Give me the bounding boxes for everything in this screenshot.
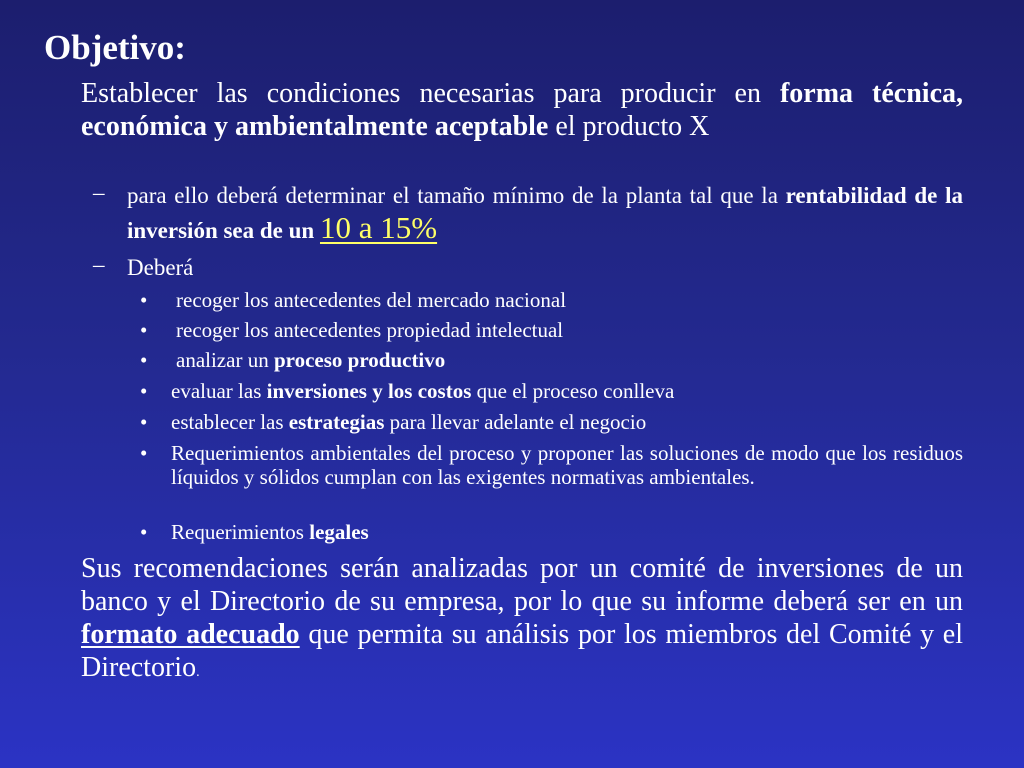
debera-text: Deberá xyxy=(127,255,194,280)
bullet-text-bold: estrategias xyxy=(288,410,385,434)
slide-title: Objetivo: xyxy=(44,28,186,67)
closing-period: . xyxy=(196,665,200,680)
bullet-text-part: Requerimientos ambientales del proceso y proponer las soluciones de modo que los residuos líquidos y sólidos cumplan con las exigentes normativas ambientales. xyxy=(171,441,963,489)
bullet-text xyxy=(171,379,963,403)
bullet-marker: • xyxy=(140,348,148,372)
bullet-text-bold: inversiones y los costos xyxy=(266,379,472,403)
bullet-text-bold: proceso productivo xyxy=(273,348,446,372)
bullet-text-part: establecer las xyxy=(171,410,289,434)
bullet-text-part: evaluar las xyxy=(171,379,267,403)
objective-text-1: Establecer las condiciones necesarias para producir en xyxy=(81,78,780,109)
bullet-marker: • xyxy=(140,288,148,312)
format-emphasis: formato adecuado xyxy=(81,619,300,650)
profitability-text: rentabilidad de la inversión sea de un xyxy=(127,183,963,243)
bullet-marker: • xyxy=(140,441,148,465)
bullet-text xyxy=(171,410,963,434)
objective-emphasis: forma técnica, económica y ambientalmente aceptable xyxy=(81,78,963,142)
bullet-marker: • xyxy=(140,379,148,403)
dash-marker: – xyxy=(93,180,105,205)
bullet-marker: • xyxy=(140,318,148,342)
objective-text-2: el producto X xyxy=(548,111,710,142)
bullet-text-part: recoger los antecedentes del mercado nacional xyxy=(176,288,567,312)
objective-paragraph xyxy=(81,77,963,143)
bullet-text-part: recoger los antecedentes propiedad intelectual xyxy=(176,318,564,342)
bullet-marker: • xyxy=(140,410,148,434)
bullet-text xyxy=(176,288,963,312)
dash-item-text xyxy=(127,180,963,247)
bullet-text-part: Requerimientos xyxy=(171,520,310,544)
bullet-text-part: para llevar adelante el negocio xyxy=(384,410,647,434)
profitability-range: 10 a 15% xyxy=(319,210,438,245)
dash-marker: – xyxy=(93,252,105,277)
plant-size-text: para ello deberá determinar el tamaño mínimo de la planta tal que la xyxy=(127,183,786,208)
bullet-text xyxy=(171,441,963,489)
closing-text-1: Sus recomendaciones serán analizadas por un comité de inversiones de un banco y el Directorio de su empresa, por lo que su informe deberá ser en un xyxy=(81,553,963,617)
bullet-text xyxy=(176,348,963,372)
bullet-text-part: analizar un xyxy=(176,348,274,372)
bullet-text xyxy=(171,520,963,544)
closing-text-2: que permita su análisis por los miembros del Comité y el Directorio xyxy=(81,619,963,683)
bullet-text-part: que el proceso conlleva xyxy=(471,379,675,403)
bullet-text xyxy=(176,318,963,342)
bullet-text-bold: legales xyxy=(309,520,369,544)
closing-paragraph xyxy=(81,552,963,689)
bullet-marker: • xyxy=(140,520,148,544)
